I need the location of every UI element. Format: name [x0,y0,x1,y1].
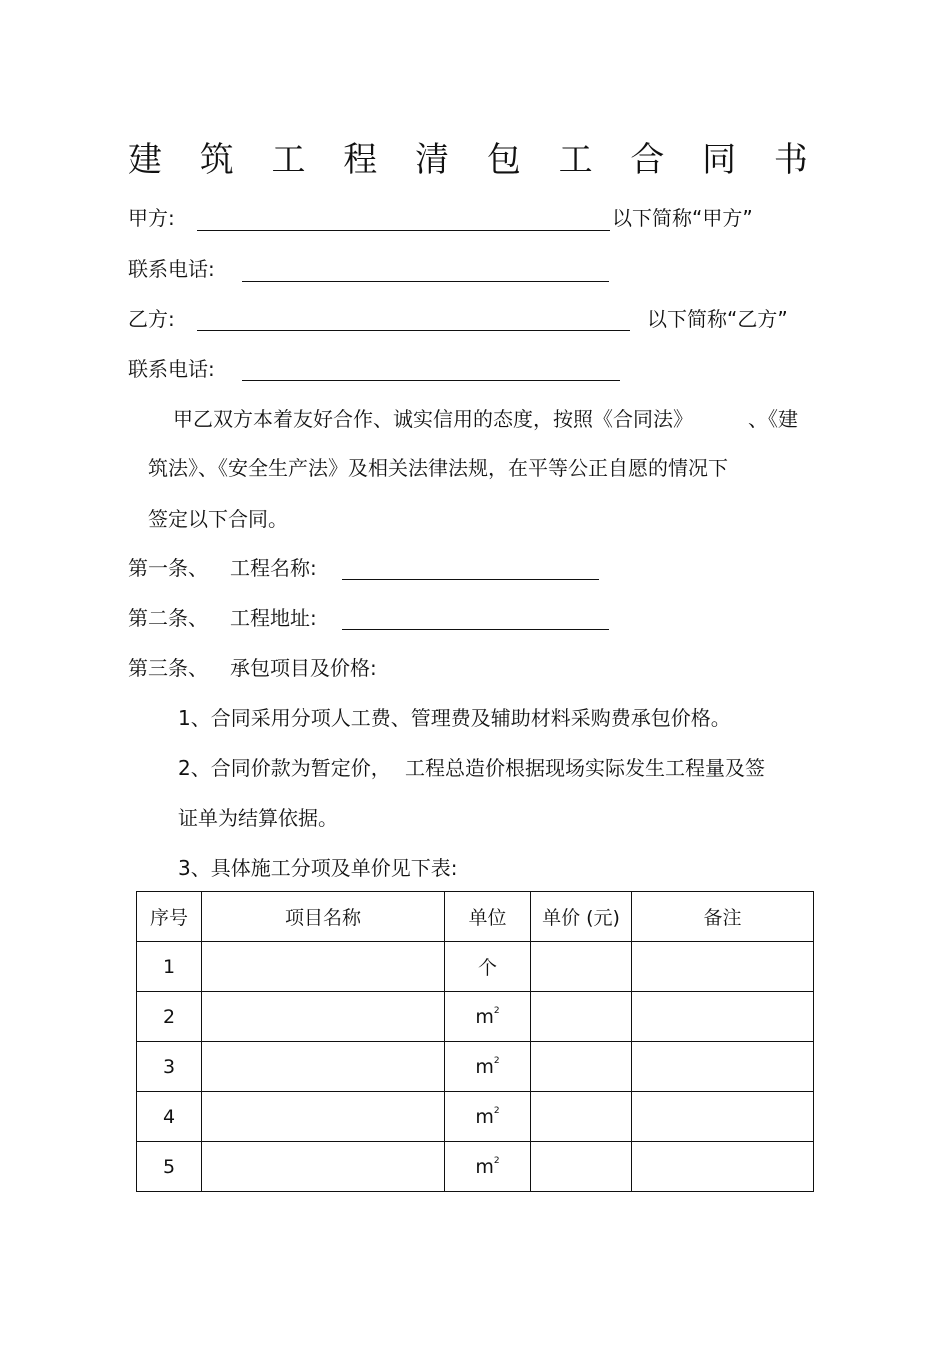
title-char: 包 [486,140,521,180]
party-b-suffix: 以下简称“乙方” [647,307,788,331]
unit-superscript: 2 [493,1006,500,1017]
row-remark-cell[interactable] [632,1042,814,1092]
row-unit-price-cell[interactable] [531,1042,632,1092]
row-seq: 3 [137,1042,202,1092]
title-char: 工 [558,140,593,180]
table-row [137,1042,814,1092]
party-a-suffix: 以下简称“甲方” [612,206,753,230]
row-unit [445,1042,531,1092]
row-unit [445,942,531,992]
row-item-name-cell[interactable] [202,942,445,992]
table-row [137,1092,814,1142]
title-char: 清 [415,140,450,180]
header-unit: 单位 [445,892,531,942]
table-header-row [137,892,814,942]
intro-line-1-end: 、《建 [748,407,798,431]
row-remark-cell[interactable] [632,1092,814,1142]
party-b-label: 乙方: [128,307,175,331]
row-item-name-cell[interactable] [202,1142,445,1192]
row-seq: 1 [137,942,202,992]
party-b-field[interactable] [197,330,630,331]
clause-2-start: 2、合同价款为暂定价， [178,756,391,780]
row-unit [445,992,531,1042]
header-seq: 序号 [137,892,202,942]
project-name-field[interactable] [342,579,599,580]
intro-line-3: 签定以下合同。 [148,507,288,531]
article-2-label: 工程地址: [230,606,317,630]
document-title [128,140,808,180]
row-remark-cell[interactable] [632,942,814,992]
row-seq: 4 [137,1092,202,1142]
clause-3: 3、具体施工分项及单价见下表: [178,856,458,880]
article-3-label: 承包项目及价格: [230,656,377,680]
phone-a-field[interactable] [242,281,609,282]
row-unit-price-cell[interactable] [531,992,632,1042]
article-2-number: 第二条、 [128,606,208,630]
party-a-field[interactable] [197,230,610,231]
phone-b-label: 联系电话: [128,357,215,381]
unit-text: m [475,1155,494,1178]
clause-2-middle: 工程总造价根据现场实际发生工程量及签 [405,756,765,780]
clause-2-end: 证单为结算依据。 [178,806,338,830]
intro-line-1: 甲乙双方本着友好合作、诚实信用的态度，按照《合同法》 [173,407,693,431]
row-unit [445,1092,531,1142]
row-item-name-cell[interactable] [202,992,445,1042]
row-unit [445,1142,531,1192]
unit-superscript: 2 [493,1056,500,1067]
unit-superscript: 2 [493,1106,500,1117]
row-seq: 2 [137,992,202,1042]
row-item-name-cell[interactable] [202,1042,445,1092]
row-seq: 5 [137,1142,202,1192]
intro-line-2: 筑法》、《安全生产法》及相关法律法规，在平等公正自愿的情况下 [148,456,728,480]
title-char: 合 [630,140,665,180]
row-unit-price-cell[interactable] [531,1142,632,1192]
row-remark-cell[interactable] [632,1142,814,1192]
title-char: 筑 [199,140,234,180]
phone-a-label: 联系电话: [128,257,215,281]
title-char: 同 [702,140,737,180]
table-row [137,942,814,992]
clause-1: 1、合同采用分项人工费、管理费及辅助材料采购费承包价格。 [178,706,731,730]
unit-text: m [475,1055,494,1078]
table-row [137,1142,814,1192]
title-char: 书 [773,140,808,180]
party-a-label: 甲方: [128,206,175,230]
unit-text: m [475,1005,494,1028]
title-char: 工 [271,140,306,180]
table-row [137,992,814,1042]
title-char: 程 [343,140,378,180]
unit-text: 个 [477,957,497,979]
header-remark: 备注 [632,892,814,942]
phone-b-field[interactable] [242,380,620,381]
article-1-number: 第一条、 [128,556,208,580]
unit-text: m [475,1105,494,1128]
header-item-name: 项目名称 [202,892,445,942]
article-3-number: 第三条、 [128,656,208,680]
header-unit-price: 单价 (元) [531,892,632,942]
title-char: 建 [128,140,162,180]
row-remark-cell[interactable] [632,992,814,1042]
unit-superscript: 2 [493,1156,500,1167]
price-table [136,891,814,1192]
project-address-field[interactable] [342,629,609,630]
row-unit-price-cell[interactable] [531,942,632,992]
row-unit-price-cell[interactable] [531,1092,632,1142]
article-1-label: 工程名称: [230,556,317,580]
row-item-name-cell[interactable] [202,1092,445,1142]
